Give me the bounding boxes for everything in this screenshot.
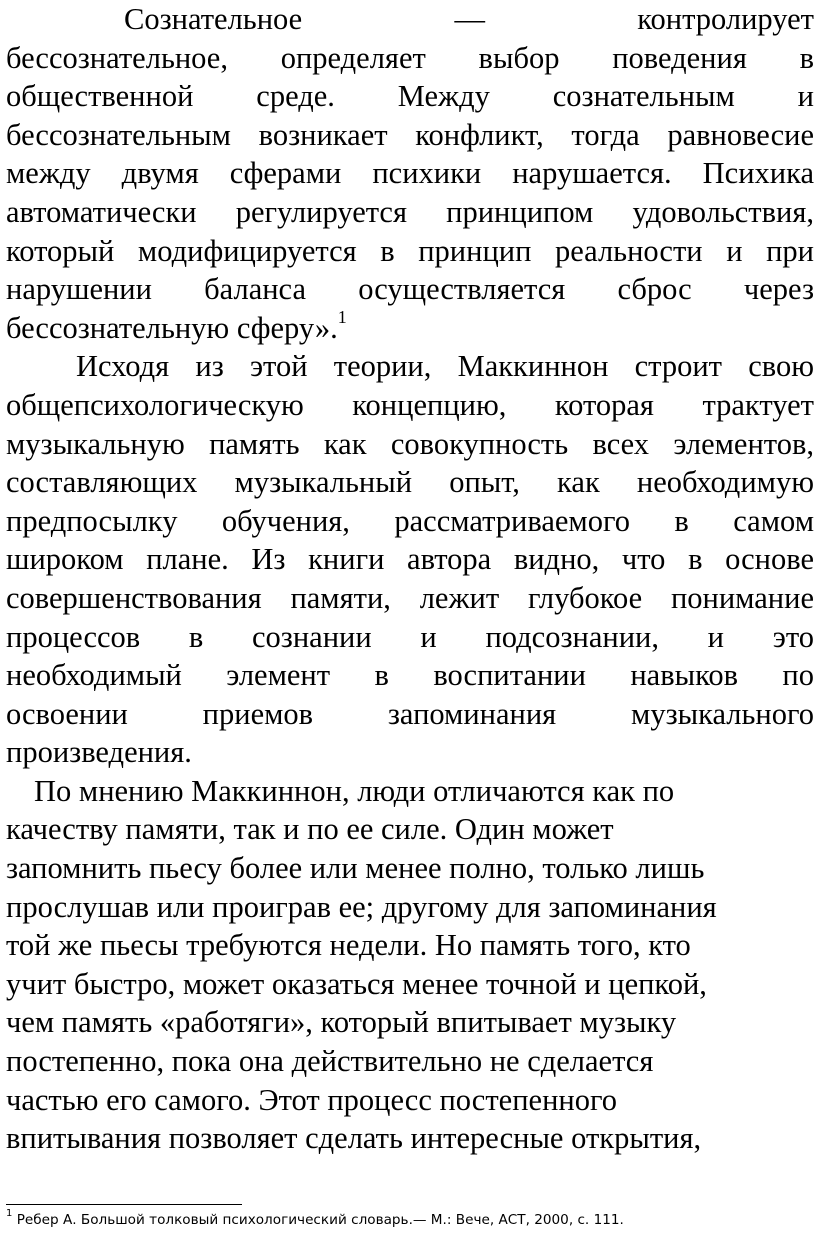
text-line: постепенно, пока она действительно не сделается [6, 1044, 654, 1079]
text-line: прослушав или проиграв ее; другому для запоминания [6, 889, 717, 924]
text-line: качеству памяти, так и по ее силе. Один может [6, 812, 614, 847]
text-line: бессознательное, определяет выбор поведения в [6, 40, 814, 75]
text-line: процессов в сознании и подсознании, и это [6, 619, 814, 654]
document-body [6, 0, 814, 1158]
text-line: общепсихологическую концепцию, которая трактует [6, 387, 814, 422]
footnote-separator [6, 1204, 242, 1205]
text-line: необходимый элемент в воспитании навыков по [6, 658, 814, 693]
text-line: запомнить пьесу более или менее полно, только лишь [6, 851, 705, 886]
text-line: автоматически регулируется принципом удовольствия, [6, 194, 814, 229]
text-line: той же пьесы требуются недели. Но память того, кто [6, 928, 691, 963]
text-line: По мнению Маккиннон, люди отличаются как по [34, 773, 675, 808]
paragraph-1 [6, 0, 814, 347]
text-line: широком плане. Из книги автора видно, что в основе [6, 542, 814, 577]
footnote [6, 1208, 624, 1229]
text-line: чем память «работяги», который впитывает музыку [6, 1005, 677, 1040]
text-line: Сознательное — контролирует [124, 2, 814, 36]
footnote-reference: 1 [337, 306, 347, 327]
text-line: предпосылку обучения, рассматриваемого в самом [6, 503, 814, 538]
footnote-marker: 1 [6, 1208, 13, 1220]
text-line: общественной среде. Между сознательным и [6, 79, 814, 114]
text-line: учит быстро, может оказаться менее точной и цепкой, [6, 966, 707, 1001]
footnote-text: Ребер А. Большой толковый психологический словарь.— М.: Вече, АСТ, 2000, с. 111. [12, 1212, 624, 1228]
paragraph-2 [6, 347, 814, 772]
text-line: нарушении баланса осуществляется сброс через [6, 272, 814, 307]
text-line: музыкальную память как совокупность всех элементов, [6, 426, 814, 461]
text-line: произведения. [6, 735, 192, 770]
text-line: Исходя из этой теории, Маккиннон строит свою [76, 349, 814, 384]
text-line: частью его самого. Этот процесс постепенного [6, 1082, 617, 1117]
text-line: совершенствования памяти, лежит глубокое понимание [6, 580, 814, 615]
paragraph-3 [6, 772, 814, 1158]
text-line: бессознательным возникает конфликт, тогда равновесие [6, 117, 814, 152]
text-line: освоении приемов запоминания музыкального [6, 696, 814, 731]
text-line: составляющих музыкальный опыт, как необходимую [6, 465, 814, 500]
text-line: впитывания позволяет сделать интересные открытия, [6, 1121, 702, 1156]
text-line: между двумя сферами психики нарушается. Психика [6, 156, 814, 191]
text-line: бессознательную сферу».$^1$ [6, 306, 347, 345]
text-line: который модифицируется в принцип реальности и при [6, 233, 814, 268]
